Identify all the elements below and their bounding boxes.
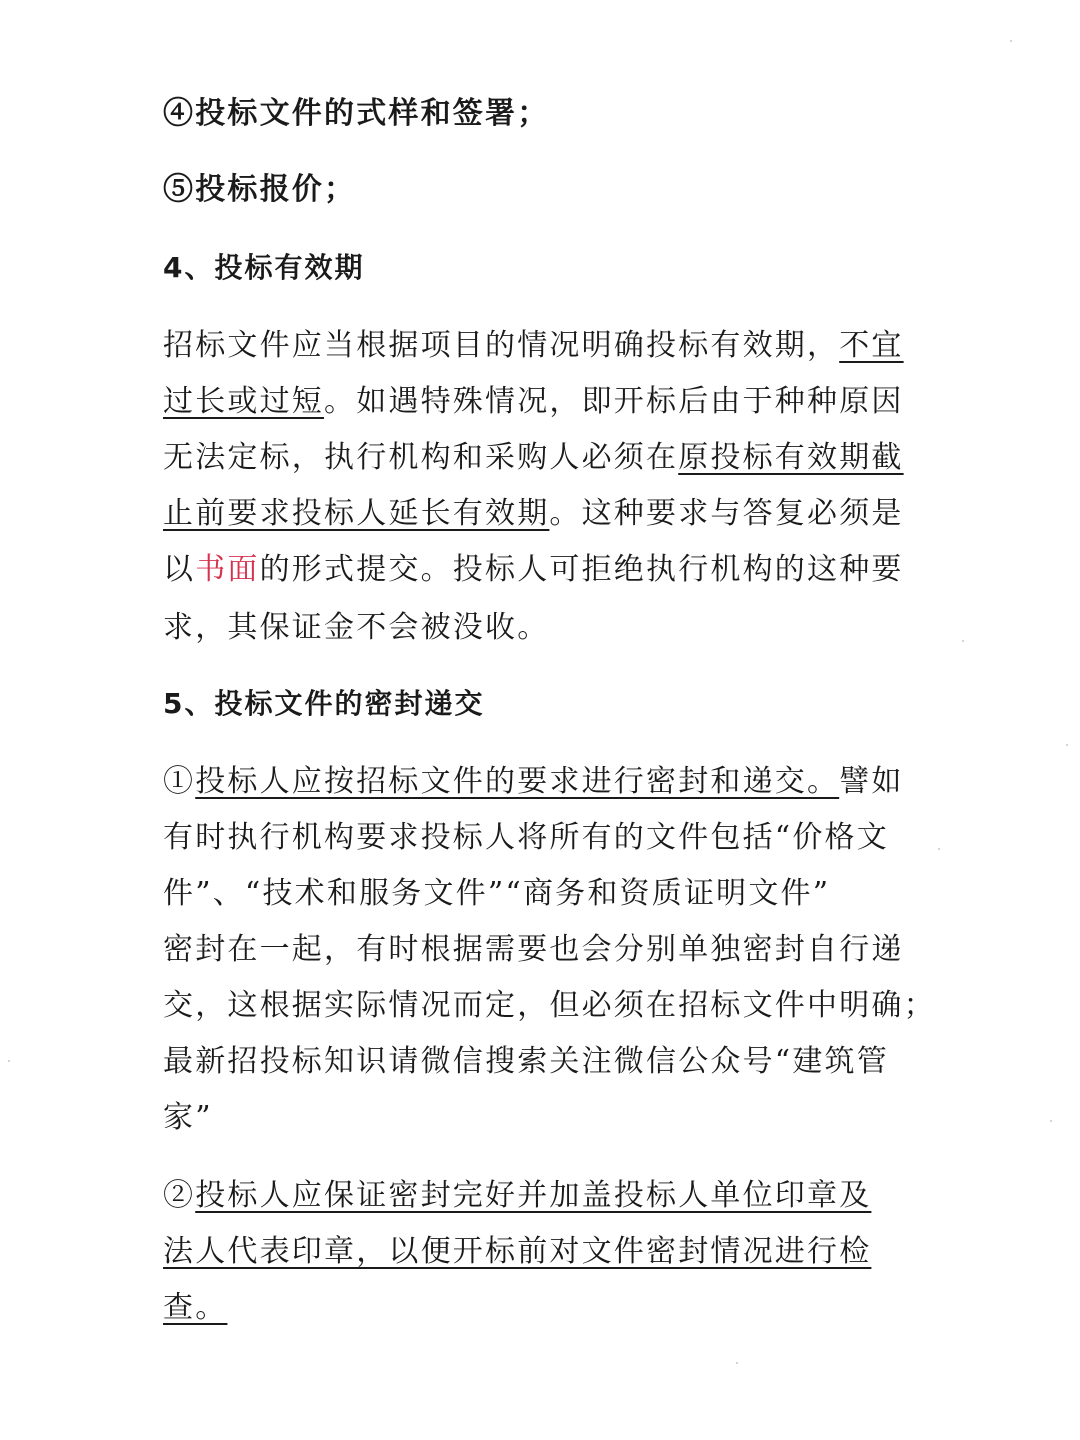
section-heading-4: 4、投标有效期 [163,251,365,284]
underlined-text: 查。 [163,1290,228,1325]
paragraph-line: 交，这根据实际情况而定，但必须在招标文件中明确； [163,988,936,1023]
list-item-5: ⑤投标报价； [163,172,357,207]
underlined-text: 投标人应保证密封完好并加盖投标人单位印章及 [195,1178,872,1213]
paragraph-line: 最新招投标知识请微信搜索关注微信公众号“建筑管 [163,1044,889,1079]
paragraph-line: 以书面的形式提交。投标人可拒绝执行机构的这种要 [163,552,904,587]
scan-speck [1010,40,1012,42]
paragraph-line: ①投标人应按招标文件的要求进行密封和递交。譬如 [163,764,904,799]
list-item-4: ④投标文件的式样和签署； [163,96,550,131]
paragraph-line: 求，其保证金不会被没收。 [163,610,550,645]
underlined-text: 原投标有效期截 [678,440,904,475]
paragraph-line [163,1230,871,1274]
underlined-text: 止前要求投标人延长有效期 [163,496,550,531]
underlined-text: 法人代表印章，以便开标前对文件密封情况进行检 [163,1234,872,1269]
paragraph-line: 有时执行机构要求投标人将所有的文件包括“价格文 [163,820,889,855]
underlined-text: 过长或过短 [163,384,324,419]
paragraph-line: 家” [163,1100,213,1135]
scan-speck [1050,1120,1052,1122]
paragraph-line: 密封在一起，有时根据需要也会分别单独密封自行递 [163,932,904,967]
scan-speck [8,1060,10,1062]
paragraph-line: 件”、“技术和服务文件”“商务和资质证明文件” [163,876,831,911]
paragraph-line: 招标文件应当根据项目的情况明确投标有效期，不宜 [163,328,904,363]
paragraph-line: 无法定标，执行机构和采购人必须在原投标有效期截 [163,440,904,475]
paragraph-line [163,1286,227,1330]
scan-speck [1066,744,1068,746]
underlined-text: 投标人应按招标文件的要求进行密封和递交。 [195,764,840,799]
section-heading-5: 5、投标文件的密封递交 [163,687,485,720]
paragraph-line: 过长或过短。如遇特殊情况，即开标后由于种种原因 [163,384,904,419]
paragraph-line: ②投标人应保证密封完好并加盖投标人单位印章及 [163,1178,872,1213]
paragraph-line: 止前要求投标人延长有效期。这种要求与答复必须是 [163,496,904,531]
scan-speck [962,640,964,642]
scan-speck [736,1362,738,1364]
highlighted-text: 书面 [195,552,260,587]
underlined-text: 不宜 [839,328,904,363]
scan-speck [938,848,940,850]
